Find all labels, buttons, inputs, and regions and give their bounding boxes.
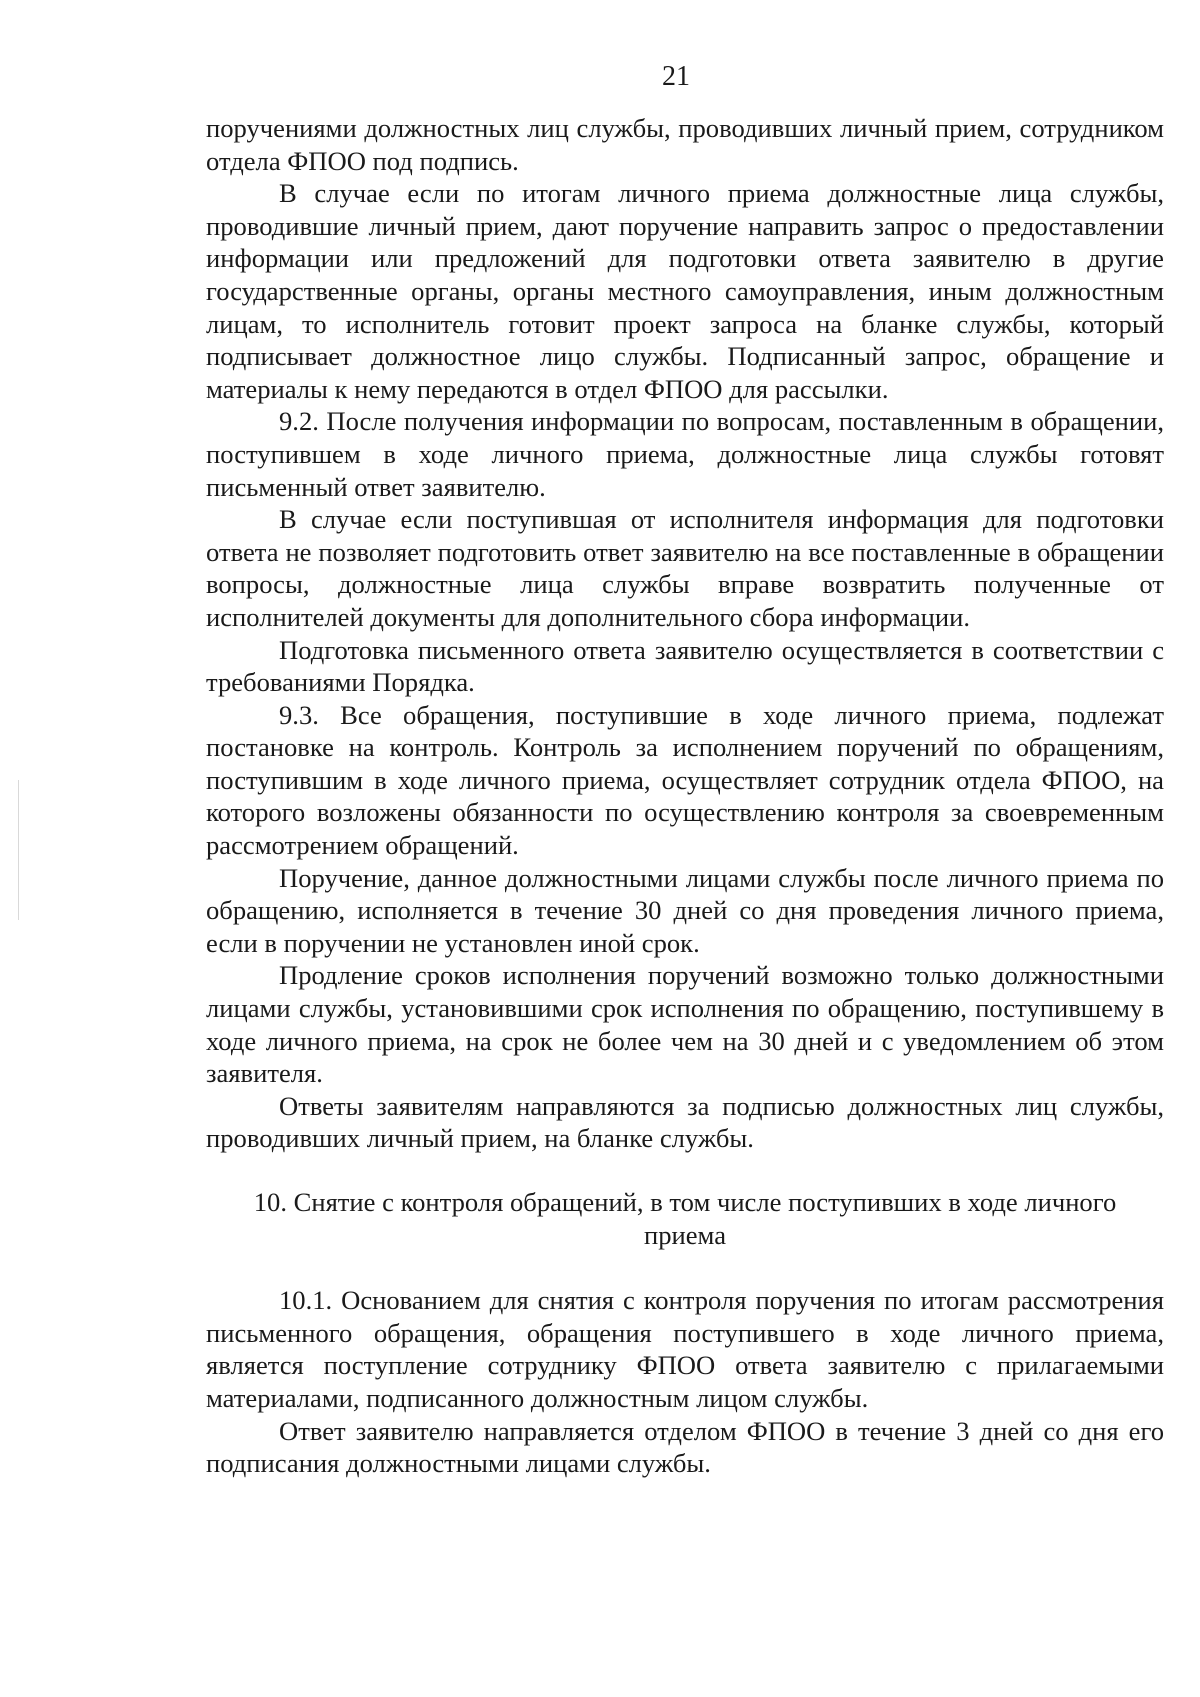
paragraph: Поручение, данное должностными лицами службы после личного приема по обращению, исполняется в течение 30 дней со дня проведения личного приема, если в поручении не установлен иной срок.: [206, 862, 1164, 958]
section-heading-10: [206, 1186, 1164, 1251]
paragraph: Ответ заявителю направляется отделом ФПОО в течение 3 дней со дня его подписания должностными лицами службы.: [206, 1415, 1164, 1479]
paragraph-9-2: 9.2. После получения информации по вопросам, поставленным в обращении, поступившем в ходе личного приема, должностные лица службы готовят письменный ответ заявителю.: [206, 406, 1164, 502]
document-body: [206, 112, 1164, 1480]
section-heading-line-2: приема: [643, 1219, 726, 1250]
paragraph: В случае если по итогам личного приема должностные лица службы, проводившие личный прием, дают поручение направить запрос о предоставлении информации или предложений для подготовки ответа заявителю в другие государственные органы, органы местного самоуправления, иным должностным лицам, то исполнитель готовит проект запроса на бланке службы, который подписывает должностное лицо службы. Подписанный запрос, обращение и материалы к нему передаются в отдел ФПОО для рассылки.: [206, 178, 1164, 404]
paragraph: В случае если поступившая от исполнителя информация для подготовки ответа не позволяет подготовить ответ заявителю на все поставленные в обращении вопросы, должностные лица службы вправе возвратить полученные от исполнителей документы для дополнительного сбора информации.: [206, 504, 1164, 632]
paragraph: Продление сроков исполнения поручений возможно только должностными лицами службы, установившими срок исполнения по обращению, поступившему в ходе личного приема, на срок не более чем на 30 дней и с уведомлением об этом заявителя.: [206, 960, 1164, 1089]
paragraph-9-3: 9.3. Все обращения, поступившие в ходе личного приема, подлежат постановке на контроль. Контроль за исполнением поручений по обращениям, поступившим в ходе личного приема, осуществляет сотрудник отдела ФПОО, на которого возложены обязанности по осуществлению контроля за своевременным рассмотрением обращений.: [206, 699, 1164, 861]
page-number: 21: [662, 61, 690, 92]
paragraph-10-1: 10.1. Основанием для снятия с контроля поручения по итогам рассмотрения письменного обращения, обращения поступившего в ходе личного приема, является поступление сотруднику ФПОО ответа заявителю с прилагаемыми материалами, подписанного должностным лицом службы.: [206, 1285, 1164, 1413]
scan-artifact-line: [18, 780, 19, 920]
section-heading-line-1: 10. Снятие с контроля обращений, в том числе поступивших в ходе личного: [253, 1187, 1117, 1217]
paragraph: Подготовка письменного ответа заявителю осуществляется в соответствии с требованиями Порядка.: [206, 634, 1164, 698]
paragraph: Ответы заявителям направляются за подписью должностных лиц службы, проводивших личный прием, на бланке службы.: [206, 1090, 1164, 1154]
paragraph-continuation: поручениями должностных лиц службы, проводивших личный прием, сотрудником отдела ФПОО под подпись.: [206, 113, 1164, 176]
